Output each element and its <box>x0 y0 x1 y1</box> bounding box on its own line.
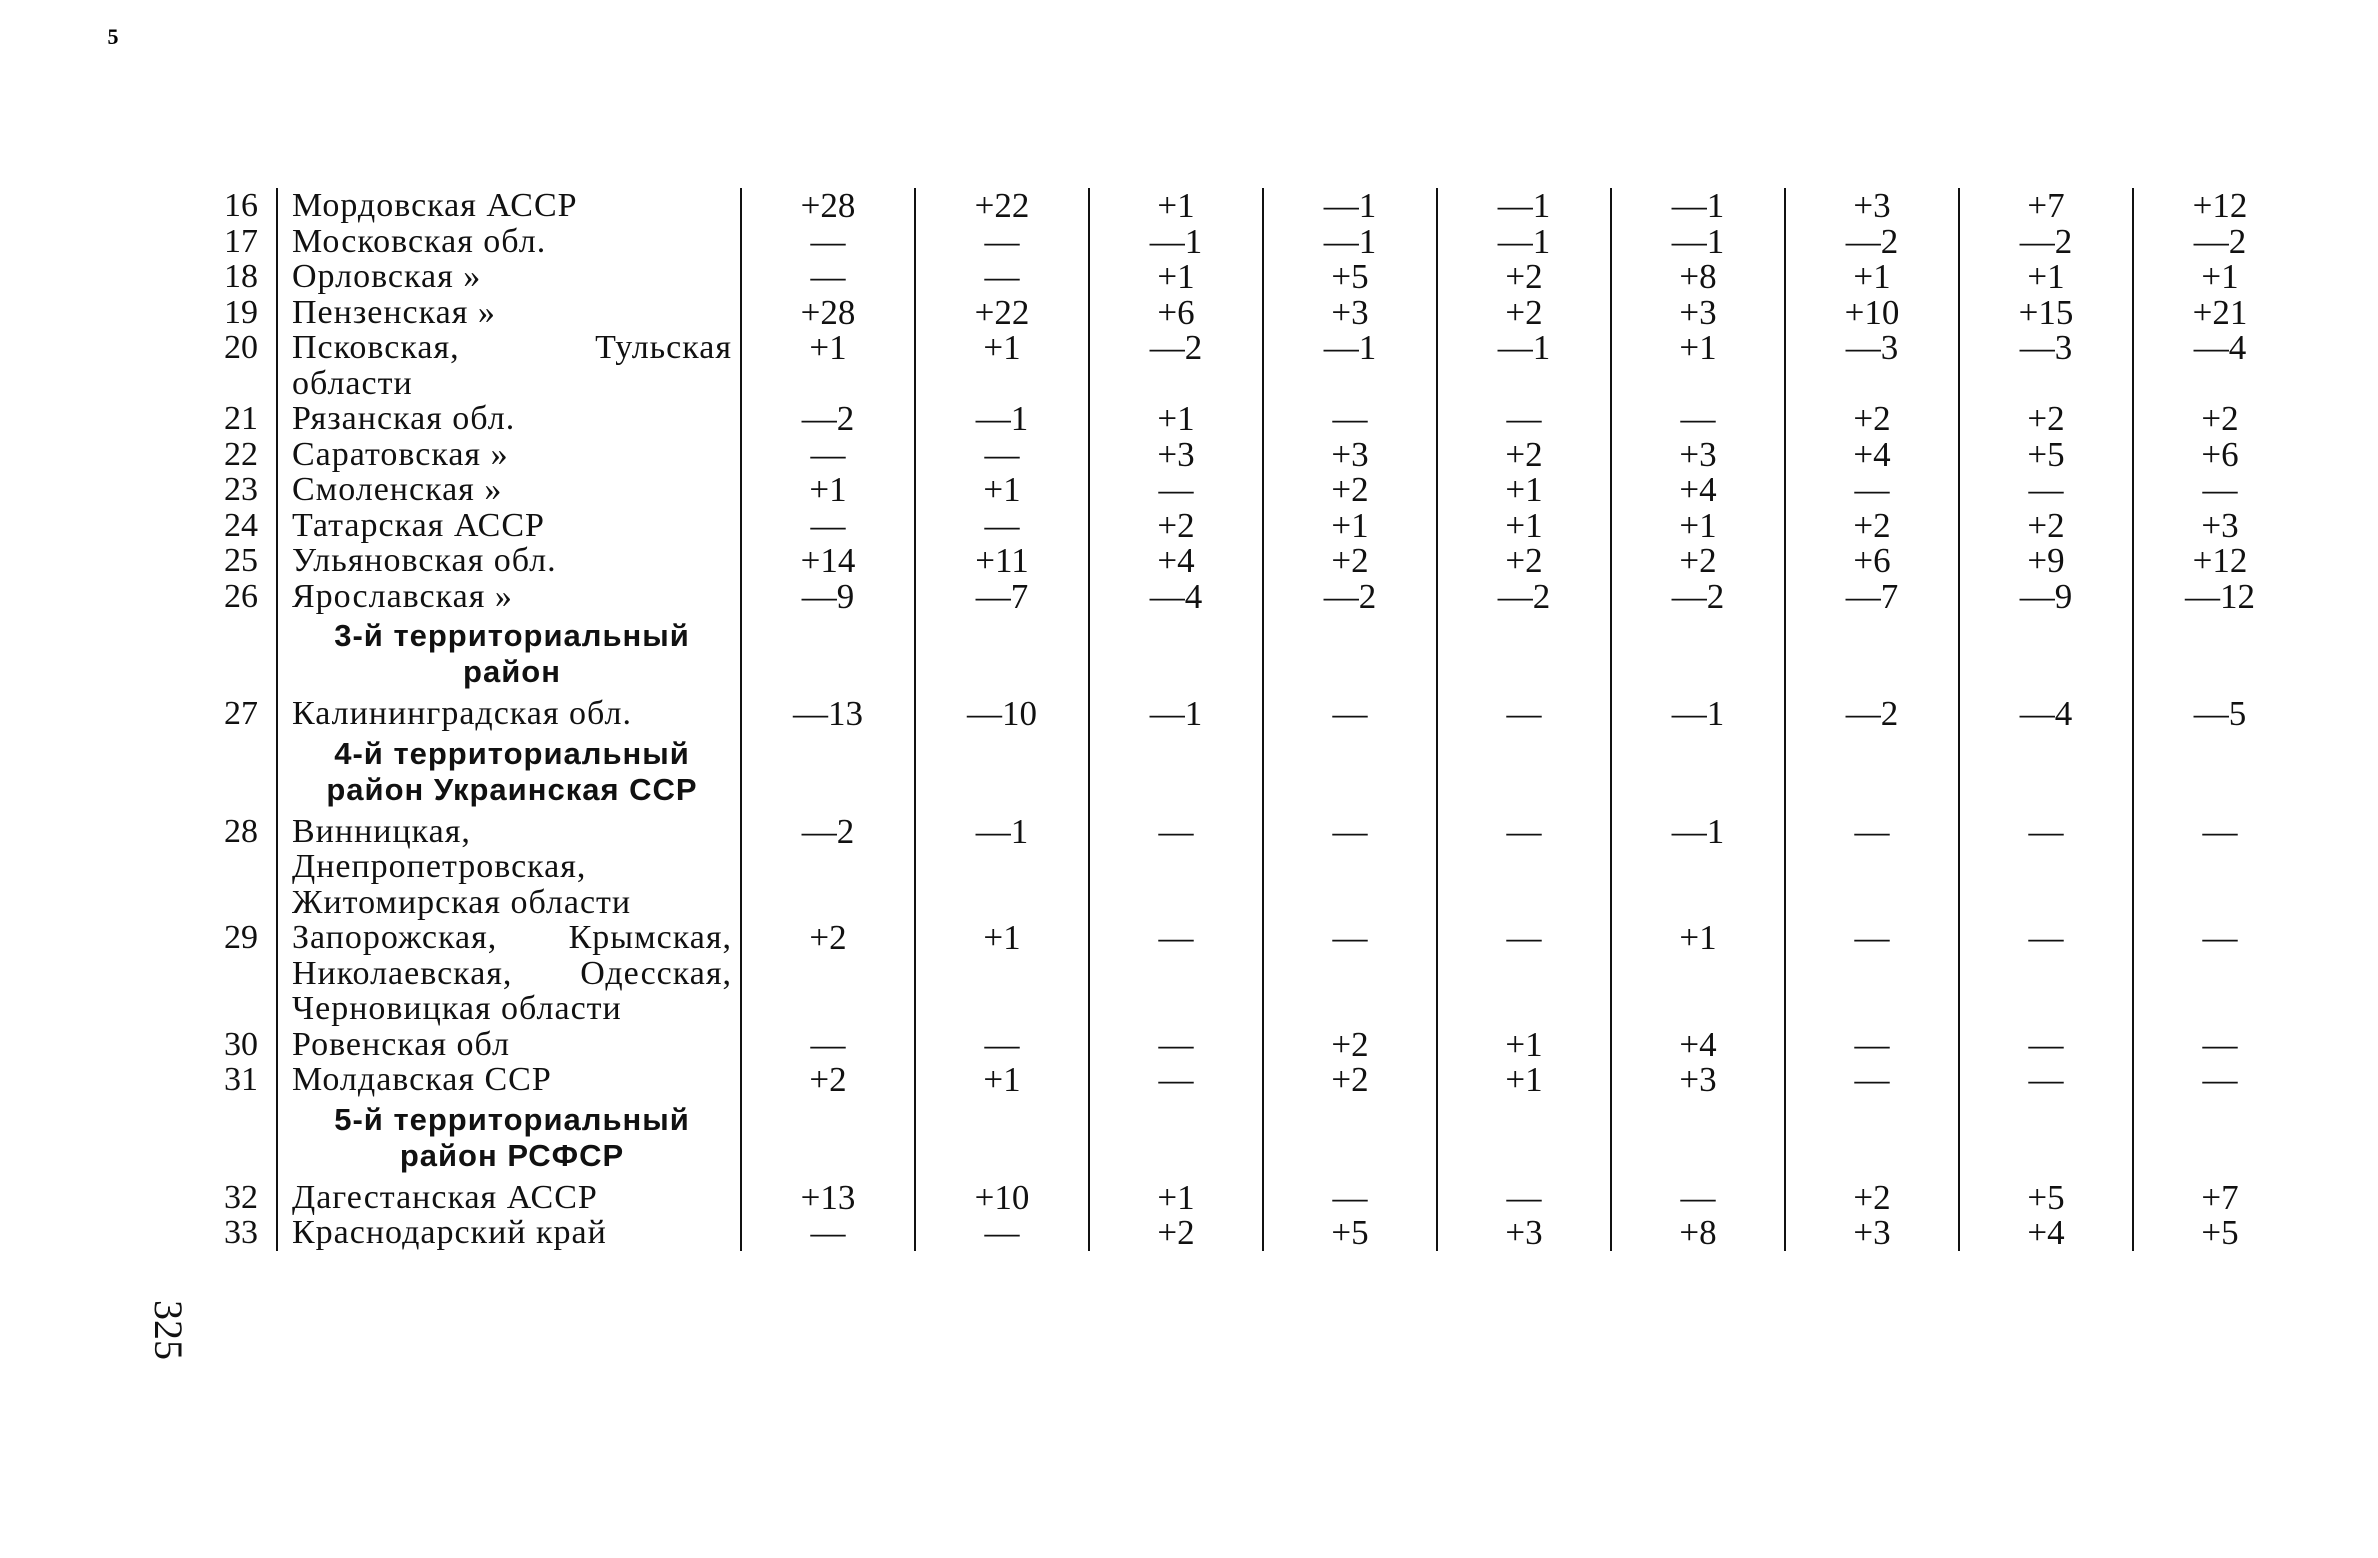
region-name: Псковская, Тульская области <box>277 330 741 401</box>
value-cell-col-8: +4 <box>1959 1215 2133 1251</box>
value-cell-col-4: —1 <box>1263 224 1437 260</box>
value-cell-col-7: +3 <box>1785 1215 1959 1251</box>
section-header-row <box>198 614 2306 696</box>
value-cell-col-3: +1 <box>1089 259 1263 295</box>
value-cell-col-1: — <box>741 437 915 473</box>
value-cell-col-7: —2 <box>1785 224 1959 260</box>
value-cell-col-1: +1 <box>741 330 915 401</box>
value-cell-col-7: —3 <box>1785 330 1959 401</box>
value-cell-empty <box>1611 1098 1785 1180</box>
value-cell-col-9: +2 <box>2133 401 2306 437</box>
value-cell-col-4: +5 <box>1263 259 1437 295</box>
row-number-cell <box>198 732 277 814</box>
value-cell-col-1: +13 <box>741 1180 915 1216</box>
value-cell-col-3: +2 <box>1089 1215 1263 1251</box>
value-cell-col-1: +28 <box>741 295 915 331</box>
value-cell-empty <box>2133 1098 2306 1180</box>
value-cell-col-5: —1 <box>1437 224 1611 260</box>
value-cell-col-2: —10 <box>915 696 1089 732</box>
value-cell-col-9: — <box>2133 814 2306 921</box>
table-row <box>198 1062 2306 1098</box>
value-cell-col-8: +5 <box>1959 437 2133 473</box>
value-cell-col-2: — <box>915 1215 1089 1251</box>
row-number-cell <box>198 1098 277 1180</box>
value-cell-col-2: +1 <box>915 472 1089 508</box>
region-name: Мордовская АССР <box>277 188 741 224</box>
value-cell-col-6: +3 <box>1611 437 1785 473</box>
value-cell-col-8: +1 <box>1959 259 2133 295</box>
region-name: Молдавская ССР <box>277 1062 741 1098</box>
value-cell-col-6: — <box>1611 1180 1785 1216</box>
value-cell-col-1: +2 <box>741 920 915 1027</box>
row-number: 18 <box>224 258 258 295</box>
region-name: Калининградская обл. <box>277 696 741 732</box>
value-cell-col-8: —9 <box>1959 579 2133 615</box>
value-cell-empty <box>1437 1098 1611 1180</box>
value-cell-col-5: +3 <box>1437 1215 1611 1251</box>
value-cell-col-9: — <box>2133 1062 2306 1098</box>
value-cell-col-6: +2 <box>1611 543 1785 579</box>
value-cell-col-5: +1 <box>1437 508 1611 544</box>
value-cell-col-8: +5 <box>1959 1180 2133 1216</box>
row-number: 19 <box>224 293 258 331</box>
value-cell-col-7: +1 <box>1785 259 1959 295</box>
value-cell-col-2: +1 <box>915 920 1089 1027</box>
table-row <box>198 224 2306 260</box>
value-cell-col-3: — <box>1089 1027 1263 1063</box>
value-cell-col-7: +2 <box>1785 508 1959 544</box>
value-cell-empty <box>1611 732 1785 814</box>
value-cell-empty <box>741 614 915 696</box>
region-name: Орловская » <box>277 259 741 295</box>
table-row <box>198 508 2306 544</box>
value-cell-empty <box>1263 732 1437 814</box>
value-cell-col-5: +2 <box>1437 259 1611 295</box>
row-number: 29 <box>224 919 258 956</box>
region-name: Пензенская » <box>277 295 741 331</box>
row-number: 33 <box>224 1214 258 1251</box>
value-cell-col-8: — <box>1959 814 2133 921</box>
region-name: Смоленская » <box>277 472 741 508</box>
value-cell-col-3: —1 <box>1089 696 1263 732</box>
value-cell-col-6: +1 <box>1611 920 1785 1027</box>
value-cell-col-9: —5 <box>2133 696 2306 732</box>
value-cell-col-3: — <box>1089 920 1263 1027</box>
value-cell-col-2: —1 <box>915 401 1089 437</box>
value-cell-col-8: —2 <box>1959 224 2133 260</box>
value-cell-empty <box>1785 732 1959 814</box>
value-cell-col-5: — <box>1437 401 1611 437</box>
value-cell-col-4: —2 <box>1263 579 1437 615</box>
value-cell-col-5: +1 <box>1437 1062 1611 1098</box>
value-cell-col-7: —2 <box>1785 696 1959 732</box>
value-cell-col-3: —4 <box>1089 579 1263 615</box>
value-cell-col-4: +2 <box>1263 1027 1437 1063</box>
value-cell-col-5: +1 <box>1437 472 1611 508</box>
value-cell-col-9: +12 <box>2133 543 2306 579</box>
value-cell-empty <box>1263 614 1437 696</box>
value-cell-col-3: +2 <box>1089 508 1263 544</box>
region-name: Дагестанская АССР <box>277 1180 741 1216</box>
table-row <box>198 188 2306 224</box>
table-row <box>198 814 2306 921</box>
region-name: Московская обл. <box>277 224 741 260</box>
section-header-title: 4-й территориальный район Украинская ССР <box>277 732 741 814</box>
value-cell-col-7: +6 <box>1785 543 1959 579</box>
value-cell-empty <box>1959 732 2133 814</box>
table-row <box>198 437 2306 473</box>
svg-text:5: 5 <box>107 26 119 48</box>
value-cell-empty <box>1089 614 1263 696</box>
value-cell-col-5: —1 <box>1437 188 1611 224</box>
value-cell-col-8: — <box>1959 920 2133 1027</box>
value-cell-col-8: +2 <box>1959 508 2133 544</box>
table-row <box>198 259 2306 295</box>
table-row <box>198 1215 2306 1251</box>
value-cell-col-4: +3 <box>1263 295 1437 331</box>
row-number: 28 <box>224 812 258 850</box>
table-row <box>198 295 2306 331</box>
value-cell-col-6: —1 <box>1611 696 1785 732</box>
value-cell-col-3: +6 <box>1089 295 1263 331</box>
value-cell-col-8: +7 <box>1959 188 2133 224</box>
table-row <box>198 401 2306 437</box>
row-number: 16 <box>224 187 258 224</box>
value-cell-col-2: —1 <box>915 814 1089 921</box>
row-number: 32 <box>224 1178 258 1216</box>
value-cell-empty <box>1263 1098 1437 1180</box>
value-cell-col-6: — <box>1611 401 1785 437</box>
value-cell-empty <box>1089 732 1263 814</box>
value-cell-col-7: +2 <box>1785 1180 1959 1216</box>
row-number: 24 <box>224 506 258 544</box>
value-cell-col-7: — <box>1785 1027 1959 1063</box>
value-cell-col-5: +2 <box>1437 295 1611 331</box>
value-cell-col-6: +1 <box>1611 330 1785 401</box>
table-row <box>198 696 2306 732</box>
value-cell-col-6: —1 <box>1611 224 1785 260</box>
value-cell-col-2: —7 <box>915 579 1089 615</box>
value-cell-col-7: — <box>1785 1062 1959 1098</box>
region-name: Ровенская обл <box>277 1027 741 1063</box>
value-cell-col-3: +1 <box>1089 401 1263 437</box>
value-cell-col-3: +3 <box>1089 437 1263 473</box>
table-body <box>198 188 2306 1251</box>
value-cell-col-7: — <box>1785 814 1959 921</box>
value-cell-col-9: —4 <box>2133 330 2306 401</box>
value-cell-col-8: +15 <box>1959 295 2133 331</box>
value-cell-col-9: +3 <box>2133 508 2306 544</box>
value-cell-col-6: +3 <box>1611 295 1785 331</box>
value-cell-col-4: +2 <box>1263 543 1437 579</box>
row-number: 26 <box>224 577 258 615</box>
row-number: 17 <box>224 222 258 260</box>
value-cell-col-7: — <box>1785 472 1959 508</box>
value-cell-col-5: — <box>1437 696 1611 732</box>
value-cell-col-2: — <box>915 224 1089 260</box>
value-cell-col-4: +3 <box>1263 437 1437 473</box>
region-name: Рязанская обл. <box>277 401 741 437</box>
value-cell-col-2: — <box>915 1027 1089 1063</box>
value-cell-col-4: — <box>1263 814 1437 921</box>
value-cell-col-5: +2 <box>1437 543 1611 579</box>
row-number-cell <box>198 614 277 696</box>
value-cell-empty <box>1089 1098 1263 1180</box>
value-cell-col-9: +1 <box>2133 259 2306 295</box>
value-cell-col-1: —9 <box>741 579 915 615</box>
value-cell-col-4: — <box>1263 696 1437 732</box>
value-cell-col-9: +21 <box>2133 295 2306 331</box>
value-cell-empty <box>2133 614 2306 696</box>
value-cell-col-6: +8 <box>1611 1215 1785 1251</box>
value-cell-col-2: +11 <box>915 543 1089 579</box>
value-cell-col-3: — <box>1089 814 1263 921</box>
table-row <box>198 472 2306 508</box>
row-number: 31 <box>224 1061 258 1098</box>
value-cell-col-4: — <box>1263 1180 1437 1216</box>
value-cell-col-9: —12 <box>2133 579 2306 615</box>
value-cell-col-7: +3 <box>1785 188 1959 224</box>
section-header-title: 5-й территориальный район РСФСР <box>277 1098 741 1180</box>
value-cell-col-9: — <box>2133 1027 2306 1063</box>
value-cell-col-1: — <box>741 508 915 544</box>
value-cell-col-9: +5 <box>2133 1215 2306 1251</box>
value-cell-col-7: — <box>1785 920 1959 1027</box>
value-cell-col-1: +2 <box>741 1062 915 1098</box>
value-cell-col-3: +1 <box>1089 1180 1263 1216</box>
value-cell-col-2: +10 <box>915 1180 1089 1216</box>
value-cell-col-6: —1 <box>1611 814 1785 921</box>
value-cell-empty <box>1437 614 1611 696</box>
value-cell-col-9: +12 <box>2133 188 2306 224</box>
value-cell-col-8: +9 <box>1959 543 2133 579</box>
value-cell-empty <box>1437 732 1611 814</box>
value-cell-col-5: —1 <box>1437 330 1611 401</box>
value-cell-col-5: — <box>1437 920 1611 1027</box>
value-cell-empty <box>915 732 1089 814</box>
value-cell-col-5: — <box>1437 814 1611 921</box>
value-cell-col-2: — <box>915 508 1089 544</box>
value-cell-empty <box>915 1098 1089 1180</box>
value-cell-col-6: +4 <box>1611 472 1785 508</box>
value-cell-col-6: +3 <box>1611 1062 1785 1098</box>
region-name: Ярославская » <box>277 579 741 615</box>
region-name: Саратовская » <box>277 437 741 473</box>
value-cell-col-1: +14 <box>741 543 915 579</box>
value-cell-col-9: — <box>2133 472 2306 508</box>
value-cell-col-5: +1 <box>1437 1027 1611 1063</box>
value-cell-col-8: —4 <box>1959 696 2133 732</box>
value-cell-col-1: +28 <box>741 188 915 224</box>
value-cell-col-1: —2 <box>741 814 915 921</box>
region-name: Татарская АССР <box>277 508 741 544</box>
value-cell-col-9: —2 <box>2133 224 2306 260</box>
value-cell-col-2: — <box>915 437 1089 473</box>
value-cell-col-3: —2 <box>1089 330 1263 401</box>
row-number: 20 <box>224 329 258 366</box>
value-cell-col-1: — <box>741 224 915 260</box>
value-cell-col-6: —1 <box>1611 188 1785 224</box>
value-cell-empty <box>741 732 915 814</box>
value-cell-col-2: +22 <box>915 188 1089 224</box>
region-name: Краснодарский край <box>277 1215 741 1251</box>
value-cell-empty <box>1611 614 1785 696</box>
row-number: 23 <box>224 471 258 508</box>
value-cell-empty <box>1785 614 1959 696</box>
value-cell-col-9: — <box>2133 920 2306 1027</box>
value-cell-empty <box>1959 1098 2133 1180</box>
value-cell-col-6: +8 <box>1611 259 1785 295</box>
value-cell-empty <box>741 1098 915 1180</box>
value-cell-col-1: — <box>741 1027 915 1063</box>
value-cell-col-3: +1 <box>1089 188 1263 224</box>
table-row <box>198 543 2306 579</box>
value-cell-col-8: —3 <box>1959 330 2133 401</box>
corner-mark-glyph <box>96 26 130 48</box>
section-header-title: 3-й территориальный район <box>277 614 741 696</box>
value-cell-empty <box>2133 732 2306 814</box>
value-cell-col-8: — <box>1959 472 2133 508</box>
table-row <box>198 1027 2306 1063</box>
section-header-row <box>198 1098 2306 1180</box>
value-cell-empty <box>915 614 1089 696</box>
row-number: 27 <box>224 695 258 732</box>
region-name: Ульяновская обл. <box>277 543 741 579</box>
value-cell-col-4: — <box>1263 920 1437 1027</box>
value-cell-col-9: +6 <box>2133 437 2306 473</box>
value-cell-col-8: — <box>1959 1027 2133 1063</box>
value-cell-empty <box>1959 614 2133 696</box>
value-cell-col-4: +1 <box>1263 508 1437 544</box>
row-number: 30 <box>224 1025 258 1063</box>
value-cell-col-4: +2 <box>1263 1062 1437 1098</box>
value-cell-empty <box>1785 1098 1959 1180</box>
value-cell-col-9: +7 <box>2133 1180 2306 1216</box>
value-cell-col-8: +2 <box>1959 401 2133 437</box>
value-cell-col-1: — <box>741 1215 915 1251</box>
value-cell-col-8: — <box>1959 1062 2133 1098</box>
value-cell-col-3: +4 <box>1089 543 1263 579</box>
value-cell-col-2: +1 <box>915 1062 1089 1098</box>
value-cell-col-1: +1 <box>741 472 915 508</box>
value-cell-col-5: +2 <box>1437 437 1611 473</box>
value-cell-col-4: —1 <box>1263 330 1437 401</box>
value-cell-col-7: +2 <box>1785 401 1959 437</box>
value-cell-col-2: +22 <box>915 295 1089 331</box>
value-cell-col-6: +1 <box>1611 508 1785 544</box>
value-cell-col-4: +5 <box>1263 1215 1437 1251</box>
value-cell-col-3: — <box>1089 472 1263 508</box>
row-number: 25 <box>224 542 258 579</box>
statistics-table <box>198 188 2306 1251</box>
value-cell-col-1: — <box>741 259 915 295</box>
value-cell-col-5: — <box>1437 1180 1611 1216</box>
value-cell-col-7: +10 <box>1785 295 1959 331</box>
value-cell-col-2: +1 <box>915 330 1089 401</box>
value-cell-col-6: +4 <box>1611 1027 1785 1063</box>
table-row <box>198 579 2306 615</box>
value-cell-col-3: — <box>1089 1062 1263 1098</box>
section-header-row <box>198 732 2306 814</box>
value-cell-col-4: —1 <box>1263 188 1437 224</box>
value-cell-col-4: +2 <box>1263 472 1437 508</box>
value-cell-col-6: —2 <box>1611 579 1785 615</box>
value-cell-col-3: —1 <box>1089 224 1263 260</box>
value-cell-col-1: —2 <box>741 401 915 437</box>
value-cell-col-4: — <box>1263 401 1437 437</box>
row-number: 22 <box>224 435 258 473</box>
region-name: Запорожская, Крымская, Николаевская, Одесская, Черновицкая области <box>277 920 741 1027</box>
value-cell-col-2: — <box>915 259 1089 295</box>
value-cell-col-7: —7 <box>1785 579 1959 615</box>
page-number: 325 <box>146 1300 191 1360</box>
value-cell-col-7: +4 <box>1785 437 1959 473</box>
table-row <box>198 920 2306 1027</box>
value-cell-col-1: —13 <box>741 696 915 732</box>
table-row <box>198 330 2306 401</box>
region-name: Винницкая, Днепропетровская, Житомирская области <box>277 814 741 921</box>
row-number: 21 <box>224 400 258 437</box>
table-row <box>198 1180 2306 1216</box>
value-cell-col-5: —2 <box>1437 579 1611 615</box>
